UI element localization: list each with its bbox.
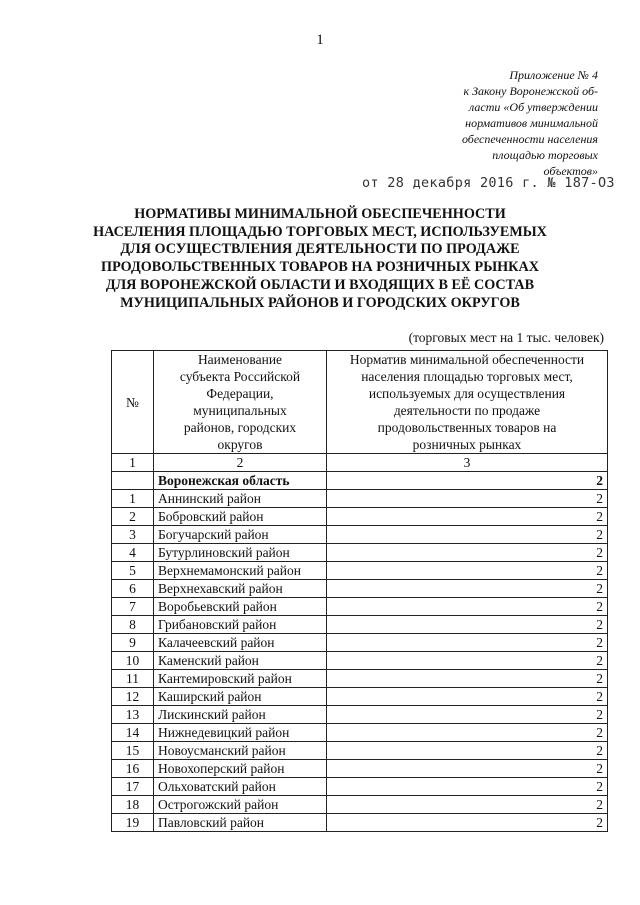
norm-value: 2 <box>327 778 608 796</box>
row-number: 3 <box>112 526 154 544</box>
district-name: Новохоперский район <box>154 760 327 778</box>
title-line: ДЛЯ ВОРОНЕЖСКОЙ ОБЛАСТИ И ВХОДЯЩИХ В ЕЁ СОСТАВ <box>105 276 535 293</box>
district-name: Павловский район <box>154 814 327 832</box>
header-name-line: Федерации, <box>206 386 274 401</box>
row-number: 9 <box>112 634 154 652</box>
table-row <box>112 652 608 670</box>
norm-value: 2 <box>327 724 608 742</box>
table-row <box>112 814 608 832</box>
appendix-line: ласти «Об утверждении <box>469 100 598 114</box>
document-title <box>0 206 640 312</box>
table-row <box>112 706 608 724</box>
table-row <box>112 670 608 688</box>
table-row <box>112 616 608 634</box>
table-row <box>112 508 608 526</box>
row-number: 17 <box>112 778 154 796</box>
norm-value: 2 <box>327 760 608 778</box>
header-name <box>154 351 327 454</box>
row-number: 15 <box>112 742 154 760</box>
header-number: № <box>112 351 154 454</box>
page-number: 1 <box>316 32 324 48</box>
district-name: Новоусманский район <box>154 742 327 760</box>
norms-table <box>111 350 608 832</box>
appendix-line: объектов» <box>543 164 598 178</box>
law-date-stamp: от 28 декабря 2016 г. № 187-ОЗ <box>362 175 615 191</box>
header-name-line: округов <box>217 437 263 452</box>
table-row <box>112 742 608 760</box>
title-line: ДЛЯ ОСУЩЕСТВЛЕНИЯ ДЕЯТЕЛЬНОСТИ ПО ПРОДАЖЕ <box>120 241 520 258</box>
district-name: Воробьевский район <box>154 598 327 616</box>
column-number-row <box>112 454 608 472</box>
district-name: Бутурлиновский район <box>154 544 327 562</box>
row-number: 2 <box>112 508 154 526</box>
row-number: 19 <box>112 814 154 832</box>
title-line: ПРОДОВОЛЬСТВЕННЫХ ТОВАРОВ НА РОЗНИЧНЫХ РЫНКАХ <box>101 259 539 276</box>
header-norm <box>327 351 608 454</box>
table-row <box>112 724 608 742</box>
header-norm-line: населения площадью торговых мест, <box>361 369 573 384</box>
norm-value: 2 <box>327 508 608 526</box>
table-row <box>112 490 608 508</box>
row-number: 4 <box>112 544 154 562</box>
header-name-line: Наименование <box>197 352 283 367</box>
appendix-note <box>428 67 598 179</box>
norm-value: 2 <box>327 706 608 724</box>
norm-value: 2 <box>327 598 608 616</box>
header-norm-line: используемых для осуществления <box>368 386 566 401</box>
district-name: Калачеевский район <box>154 634 327 652</box>
table-row <box>112 580 608 598</box>
row-number: 14 <box>112 724 154 742</box>
header-name-line: районов, городских <box>183 420 297 435</box>
table-row <box>112 526 608 544</box>
norm-value: 2 <box>327 544 608 562</box>
row-number: 10 <box>112 652 154 670</box>
district-name: Нижнедевицкий район <box>154 724 327 742</box>
header-norm-line: Норматив минимальной обеспеченности <box>349 352 585 367</box>
region-value: 2 <box>327 472 608 490</box>
appendix-line: Приложение № 4 <box>509 68 598 82</box>
norm-value: 2 <box>327 652 608 670</box>
header-norm-line: продовольственных товаров на <box>377 420 557 435</box>
column-number: 1 <box>112 454 154 472</box>
table-row <box>112 562 608 580</box>
table-row <box>112 778 608 796</box>
table-row <box>112 598 608 616</box>
norm-value: 2 <box>327 670 608 688</box>
district-name: Грибановский район <box>154 616 327 634</box>
row-number: 18 <box>112 796 154 814</box>
title-line: МУНИЦИПАЛЬНЫХ РАЙОНОВ И ГОРОДСКИХ ОКРУГОВ <box>120 294 520 311</box>
row-number: 1 <box>112 490 154 508</box>
district-name: Острогожский район <box>154 796 327 814</box>
district-name: Верхнемамонский район <box>154 562 327 580</box>
district-name: Верхнехавский район <box>154 580 327 598</box>
row-number: 13 <box>112 706 154 724</box>
row-number: 16 <box>112 760 154 778</box>
header-name-line: муниципальных <box>193 403 287 418</box>
table-row <box>112 760 608 778</box>
appendix-line: площадью торговых <box>492 148 598 162</box>
row-number: 5 <box>112 562 154 580</box>
norm-value: 2 <box>327 526 608 544</box>
title-line: НОРМАТИВЫ МИНИМАЛЬНОЙ ОБЕСПЕЧЕННОСТИ <box>134 206 506 222</box>
norm-value: 2 <box>327 688 608 706</box>
norm-value: 2 <box>327 814 608 832</box>
header-name-line: субъекта Российской <box>179 369 301 384</box>
header-row <box>112 351 608 454</box>
region-name: Воронежская область <box>154 472 327 490</box>
row-number: 12 <box>112 688 154 706</box>
norm-value: 2 <box>327 742 608 760</box>
column-number: 2 <box>154 454 327 472</box>
appendix-line: обеспеченности населения <box>461 132 598 146</box>
appendix-line: нормативов минимальной <box>465 116 598 130</box>
district-name: Ольховатский район <box>154 778 327 796</box>
header-norm-line: розничных рынках <box>412 437 522 452</box>
district-name: Богучарский район <box>154 526 327 544</box>
norm-value: 2 <box>327 796 608 814</box>
district-name: Каменский район <box>154 652 327 670</box>
appendix-line: к Закону Воронежской об- <box>463 84 598 98</box>
district-name: Лискинский район <box>154 706 327 724</box>
row-number: 6 <box>112 580 154 598</box>
region-number <box>112 472 154 490</box>
table-row <box>112 688 608 706</box>
header-norm-line: деятельности по продаже <box>393 403 541 418</box>
table-row <box>112 796 608 814</box>
column-number: 3 <box>327 454 608 472</box>
unit-caption: (торговых мест на 1 тыс. человек) <box>408 330 604 345</box>
norm-value: 2 <box>327 562 608 580</box>
row-number: 8 <box>112 616 154 634</box>
table-row <box>112 544 608 562</box>
norm-value: 2 <box>327 616 608 634</box>
region-row <box>112 472 608 490</box>
district-name: Бобровский район <box>154 508 327 526</box>
row-number: 7 <box>112 598 154 616</box>
title-line: НАСЕЛЕНИЯ ПЛОЩАДЬЮ ТОРГОВЫХ МЕСТ, ИСПОЛЬЗУЕМЫХ <box>93 223 547 240</box>
district-name: Кантемировский район <box>154 670 327 688</box>
norm-value: 2 <box>327 580 608 598</box>
norm-value: 2 <box>327 634 608 652</box>
table-row <box>112 634 608 652</box>
norm-value: 2 <box>327 490 608 508</box>
district-name: Каширский район <box>154 688 327 706</box>
row-number: 11 <box>112 670 154 688</box>
district-name: Аннинский район <box>154 490 327 508</box>
